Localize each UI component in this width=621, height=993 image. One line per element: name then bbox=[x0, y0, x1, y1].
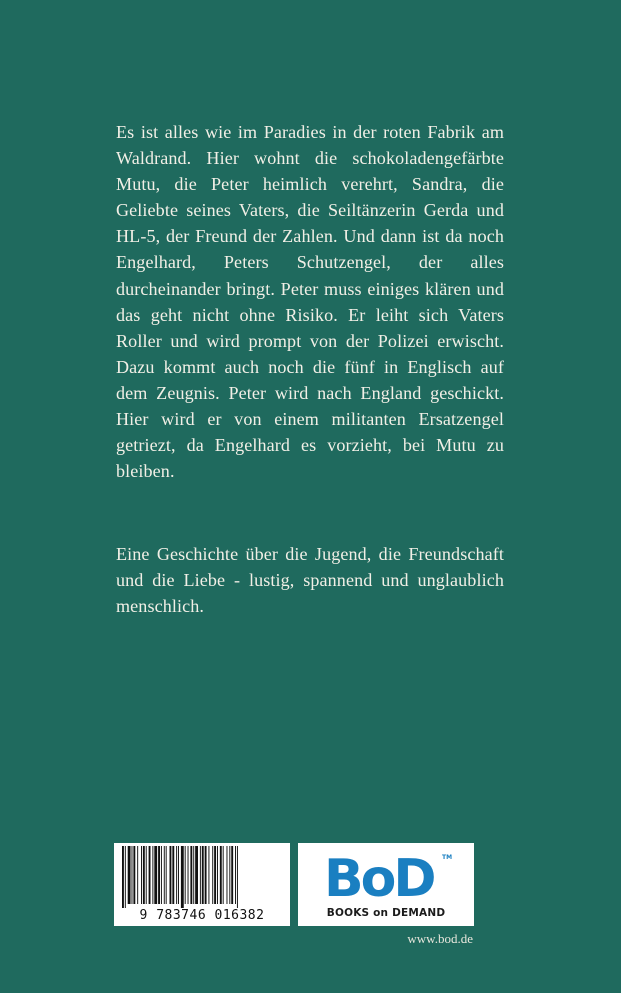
barcode-bar bbox=[161, 846, 162, 904]
isbn-barcode bbox=[114, 843, 290, 926]
barcode-bar bbox=[231, 846, 233, 904]
barcode-bar bbox=[195, 846, 198, 904]
barcode-bar bbox=[158, 846, 160, 904]
barcode-bar bbox=[193, 846, 194, 904]
barcode-bar bbox=[176, 846, 177, 904]
barcode-bar bbox=[172, 846, 174, 904]
barcode-bar bbox=[185, 846, 186, 904]
blurb-paragraph-1: Es ist alles wie im Paradies in der roten Fabrik am Waldrand. Hier wohnt die schokoladengefärbte Mutu, die Peter heimlich verehrt, Sandra, die Geliebte seines Vaters, die Seiltänzerin Gerda und HL-5, der Freund der Zahlen. Und dann ist da noch Engelhard, Peters Schutzengel, der alles durcheinander bringt. Peter muss einiges klären und das geht nicht ohne Risiko. Er leiht sich Vaters Roller und wird prompt von der Polizei erwischt. Dazu kommt auch noch die fünf in Englisch auf dem Zeugnis. Peter wird nach England geschickt. Hier wird er von einem militanten Ersatzengel getriezt, da Engelhard es vorzieht, bei Mutu zu bleiben. bbox=[116, 122, 504, 482]
barcode-bar bbox=[205, 846, 207, 904]
barcode-bar bbox=[170, 846, 172, 904]
barcode-bar bbox=[178, 846, 179, 904]
barcode-bar bbox=[166, 846, 167, 904]
barcode-bar bbox=[122, 846, 124, 908]
barcode-icon bbox=[120, 846, 284, 908]
barcode-bar bbox=[137, 846, 138, 904]
barcode-bar bbox=[229, 846, 230, 904]
barcode-bar bbox=[214, 846, 216, 904]
barcode-bar bbox=[237, 846, 238, 908]
svg-text:TM: TM bbox=[442, 854, 452, 861]
bod-tagline: BOOKS on DEMAND bbox=[326, 907, 446, 919]
barcode-bar bbox=[132, 846, 133, 904]
bod-logo-icon bbox=[320, 849, 452, 903]
barcode-bar bbox=[227, 846, 228, 904]
barcode-bar bbox=[220, 846, 222, 904]
blurb-paragraph-2: Eine Geschichte über die Jugend, die Freundschaft und die Liebe - lustig, spannend und unglaublich menschlich. bbox=[116, 544, 504, 617]
barcode-bar bbox=[188, 846, 189, 904]
barcode-bar bbox=[164, 846, 165, 904]
barcode-bar bbox=[149, 846, 151, 904]
svg-text:BoD: BoD bbox=[324, 849, 434, 903]
barcode-bar bbox=[190, 846, 192, 904]
barcode-bar bbox=[141, 846, 142, 904]
barcode-bar bbox=[133, 846, 135, 904]
publisher-website: www.bod.de bbox=[407, 931, 473, 946]
isbn-digits: 9 783746 016382 bbox=[139, 908, 265, 923]
barcode-bar bbox=[212, 846, 213, 904]
barcode-bar bbox=[125, 846, 126, 908]
barcode-bar bbox=[200, 846, 201, 904]
barcode-bar bbox=[152, 846, 153, 904]
barcode-bar bbox=[128, 846, 131, 904]
barcode-bar bbox=[146, 846, 147, 904]
barcode-bar bbox=[217, 846, 218, 904]
barcode-bar bbox=[235, 846, 236, 904]
barcode-bar bbox=[154, 846, 157, 904]
barcode-bar bbox=[223, 846, 224, 904]
barcode-bar bbox=[143, 846, 145, 904]
barcode-bar bbox=[181, 846, 184, 908]
barcode-bar bbox=[202, 846, 204, 904]
publisher-logo-box bbox=[298, 843, 474, 926]
barcode-bar bbox=[208, 846, 209, 904]
